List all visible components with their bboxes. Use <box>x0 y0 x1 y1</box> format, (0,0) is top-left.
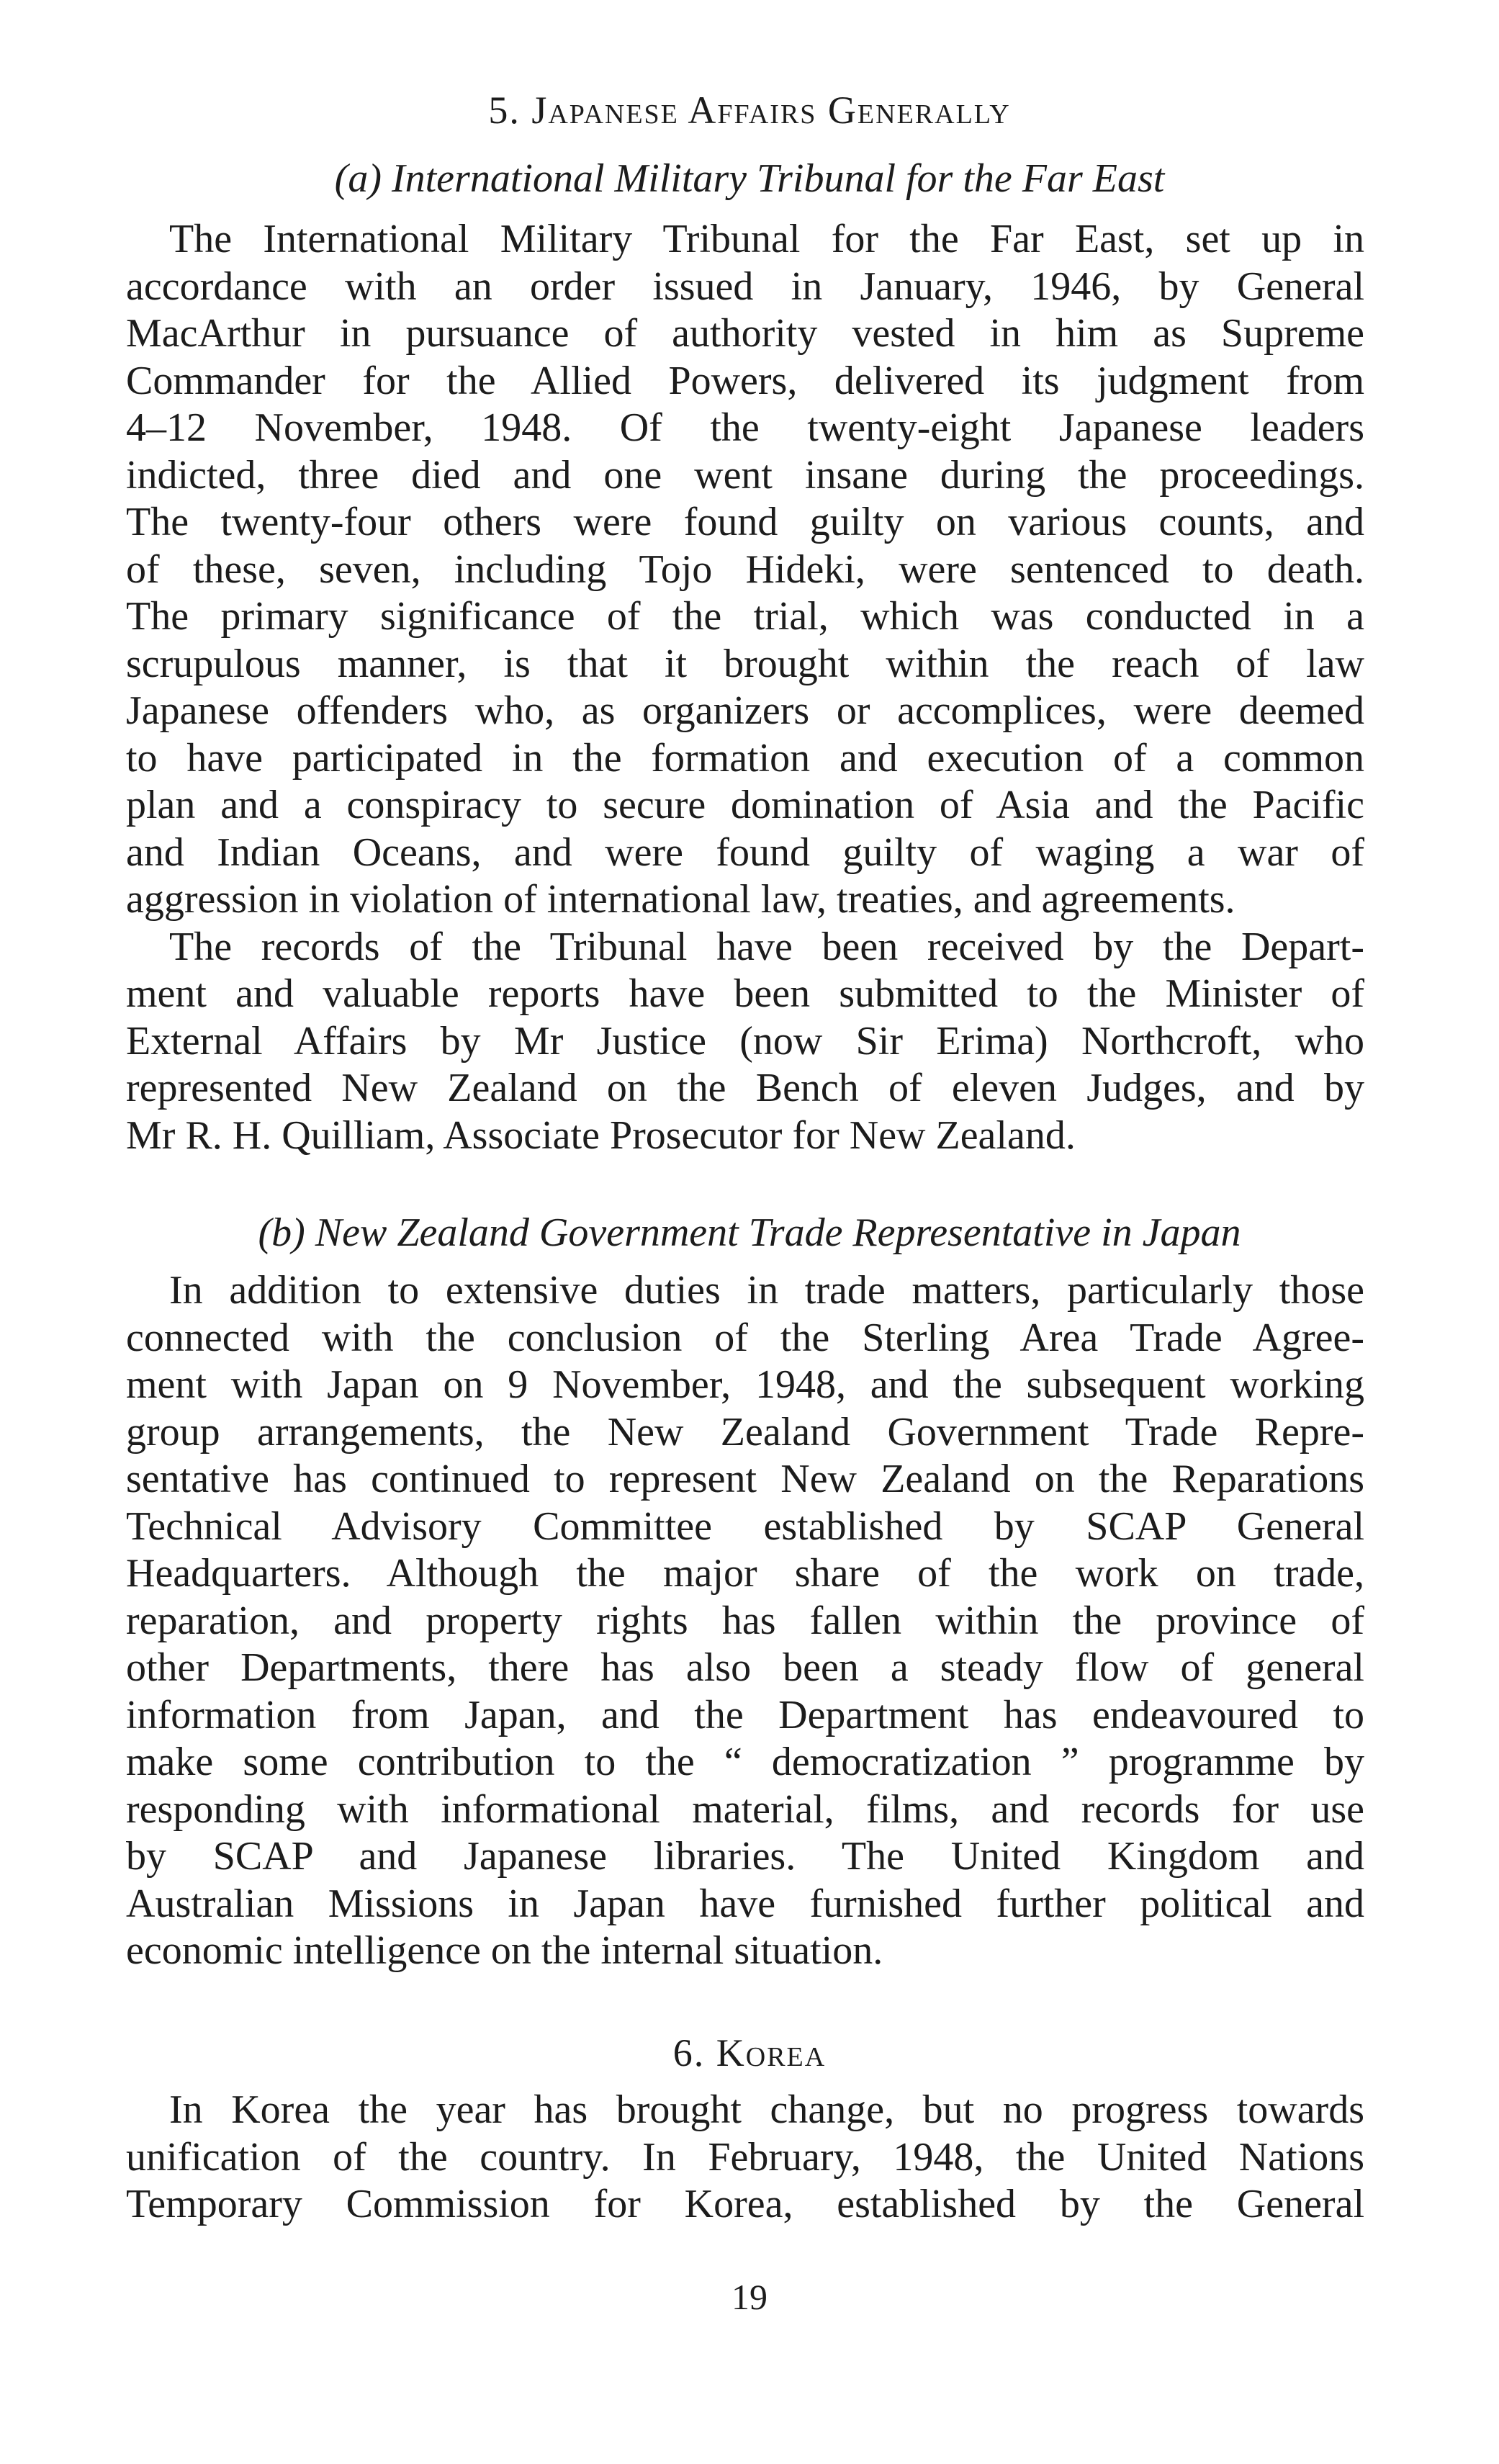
text-line: sentative has continued to represent New Zealand on the Reparations <box>126 1457 1364 1501</box>
text-line: represented New Zealand on the Bench of eleven Judges, and by <box>126 1066 1364 1110</box>
text-line: ment with Japan on 9 November, 1948, and the subsequent working <box>126 1362 1364 1407</box>
section-6-number: 6. <box>672 2031 706 2074</box>
text-line: scrupulous manner, is that it brought within the reach of law <box>126 641 1364 686</box>
subsection-b-title: New Zealand Government Trade Representative in Japan <box>315 1210 1241 1255</box>
page-number: 19 <box>732 2277 767 2317</box>
text-line: Australian Missions in Japan have furnished further political and <box>126 1881 1364 1926</box>
text-line: In Korea the year has brought change, but no progress towards <box>169 2087 1364 2132</box>
subsection-a-title: International Military Tribunal for the Far East <box>391 156 1165 201</box>
text-line: responding with informational material, films, and records for use <box>126 1786 1364 1832</box>
text-line: other Departments, there has also been a steady flow of general <box>126 1645 1364 1690</box>
text-line: The twenty-four others were found guilty on various counts, and <box>126 500 1364 544</box>
text-line: The records of the Tribunal have been received by the Depart- <box>169 924 1364 969</box>
text-line: economic intelligence on the internal situation. <box>126 1928 883 1973</box>
text-line: by SCAP and Japanese libraries. The United Kingdom and <box>126 1834 1364 1879</box>
subsection-a-heading <box>0 156 1499 202</box>
text-line: The primary significance of the trial, which was conducted in a <box>126 594 1364 639</box>
text-line: unification of the country. In February, 1948, the United Nations <box>126 2134 1364 2180</box>
text-line: connected with the conclusion of the Sterling Area Trade Agree- <box>126 1315 1364 1360</box>
text-line: Commander for the Allied Powers, delivered its judgment from <box>126 358 1364 403</box>
section-5-title: Japanese Affairs Generally <box>531 89 1011 132</box>
text-line: reparation, and property rights has fallen within the province of <box>126 1598 1364 1643</box>
text-line: aggression in violation of international law, treaties, and agreements. <box>126 877 1235 922</box>
section-5-number: 5. <box>488 89 521 132</box>
text-line: ment and valuable reports have been submitted to the Minister of <box>126 971 1364 1016</box>
text-line: and Indian Oceans, and were found guilty of waging a war of <box>126 829 1364 875</box>
text-line: indicted, three died and one went insane during the proceedings. <box>126 452 1364 498</box>
text-line: information from Japan, and the Department has endeavoured to <box>126 1692 1364 1737</box>
text-line: to have participated in the formation and execution of a common <box>126 735 1364 781</box>
text-line: Technical Advisory Committee established by SCAP General <box>126 1503 1364 1549</box>
paragraph <box>126 924 1364 1160</box>
subsection-a-label: (a) <box>334 156 382 201</box>
text-line: 4–12 November, 1948. Of the twenty-eight Japanese leaders <box>126 405 1364 450</box>
text-line: of these, seven, including Tojo Hideki, were sentenced to death. <box>126 547 1364 592</box>
text-line: MacArthur in pursuance of authority vested in him as Supreme <box>126 311 1364 356</box>
section-5-heading <box>0 88 1499 132</box>
text-line: accordance with an order issued in January, 1946, by General <box>126 264 1364 309</box>
text-line: In addition to extensive duties in trade matters, particularly those <box>169 1268 1364 1313</box>
subsection-b-body <box>126 1267 1364 1975</box>
text-line: make some contribution to the “ democratization ” programme by <box>126 1740 1364 1784</box>
section-6-heading <box>0 2031 1499 2075</box>
subsection-b-label: (b) <box>258 1210 305 1255</box>
text-line: plan and a conspiracy to secure domination of Asia and the Pacific <box>126 783 1364 827</box>
section-6-body <box>126 2087 1364 2229</box>
subsection-b-heading <box>0 1210 1499 1256</box>
text-line: Temporary Commission for Korea, established by the General <box>126 2182 1364 2226</box>
subsection-a-body <box>126 216 1364 1159</box>
text-line: group arrangements, the New Zealand Government Trade Repre- <box>126 1409 1364 1454</box>
text-line: Japanese offenders who, as organizers or accomplices, were deemed <box>126 688 1364 733</box>
text-line: The International Military Tribunal for the Far East, set up in <box>169 217 1364 261</box>
section-6-title: Korea <box>716 2031 827 2074</box>
text-line: Headquarters. Although the major share of the work on trade, <box>126 1551 1364 1596</box>
paragraph <box>126 216 1364 924</box>
text-line: Mr R. H. Quilliam, Associate Prosecutor for New Zealand. <box>126 1112 1076 1158</box>
text-line: External Affairs by Mr Justice (now Sir Erima) Northcroft, who <box>126 1018 1364 1064</box>
